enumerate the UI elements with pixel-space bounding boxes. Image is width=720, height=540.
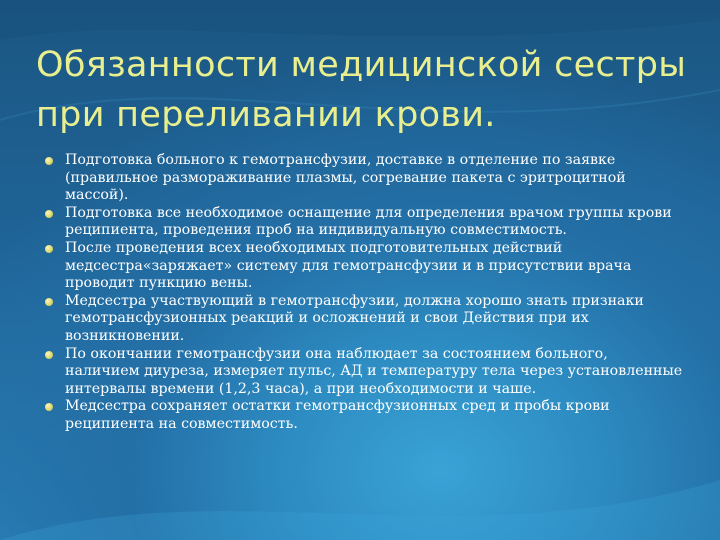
bullet-dot-icon: [45, 157, 53, 165]
bullet-item: [44, 152, 684, 205]
bullet-item: [44, 346, 684, 399]
bullet-list: [44, 152, 684, 434]
bullet-dot-icon: [45, 298, 53, 306]
bullet-item: [44, 240, 684, 293]
bullet-dot-icon: [45, 403, 53, 411]
bullet-dot-icon: [45, 245, 53, 253]
bullet-text: Медсестра сохраняет остатки гемотрансфузионных сред и пробы крови реципиента на совместимость.: [65, 398, 610, 432]
slide-title: Обязанности медицинской сестры при переливании крови.: [36, 45, 687, 135]
bullet-text: После проведения всех необходимых подготовительных действий медсестра«заряжает» систему для гемотрансфузии и в присутствии врача проводит пункцию вены.: [65, 239, 632, 292]
bullet-item: [44, 293, 684, 346]
bullet-text: По окончании гемотрансфузии она наблюдает за состоянием больного, наличием диуреза, измеряет пульс, АД и температуру тела через установленные интервалы времени (1,2,3 часа), а при необходимости и чаше.: [65, 345, 683, 397]
bullet-text: Медсестра участвующий в гемотрансфузии, должна хорошо знать признаки гемотрансфузионных реакций и осложнений и свои Действия при их возникновении.: [65, 292, 644, 344]
bullet-dot-icon: [45, 210, 53, 218]
bullet-dot-icon: [45, 351, 53, 359]
bullet-item: [44, 205, 684, 240]
bullet-item: [44, 398, 684, 433]
bullet-text: Подготовка все необходимое оснащение для определения врачом группы крови реципиента, проведения проб на индивидуальную совместимость.: [65, 204, 672, 239]
bullet-text: Подготовка больного к гемотрансфузии, доставке в отделение по заявке (правильное размораживание плазмы, согревание пакета с эритроцитной массой).: [65, 152, 626, 204]
